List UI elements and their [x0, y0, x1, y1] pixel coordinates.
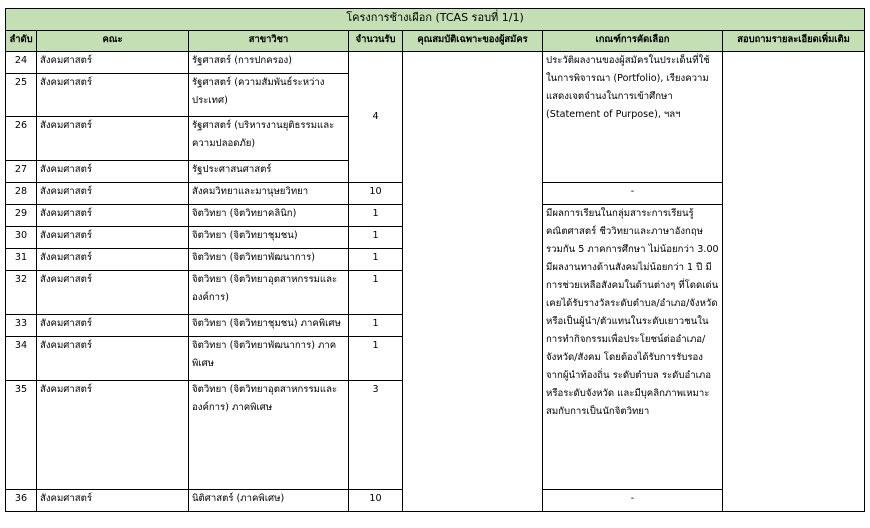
row-seats: 1: [349, 271, 403, 315]
selection-table: [5, 8, 865, 512]
group-seats: 4: [349, 52, 403, 183]
row-seats: 10: [349, 183, 403, 205]
header-qualification: คุณสมบัติเฉพาะของผู้สมัคร: [403, 31, 543, 52]
qualification-cell: [403, 52, 543, 512]
row-major: จิตวิทยา (จิตวิทยาอุตสาหกรรมและองค์การ) ภาคพิเศษ: [189, 381, 349, 490]
row-no: 36: [6, 490, 37, 512]
row-seats: 1: [349, 337, 403, 381]
header-faculty: คณะ: [37, 31, 189, 52]
row-faculty: สังคมศาสตร์: [37, 161, 189, 183]
row-no: 26: [6, 117, 37, 161]
row-no: 25: [6, 74, 37, 117]
header-criteria: เกณฑ์การคัดเลือก: [543, 31, 723, 52]
row-major: จิตวิทยา (จิตวิทยาอุตสาหกรรมและองค์การ): [189, 271, 349, 315]
row-seats: 10: [349, 490, 403, 512]
criteria-portfolio: ประวัติผลงานของผู้สมัครในประเด็นที่ใช้ในการพิจารณา (Portfolio), เรียงความแสดงเจตจำนงในการเข้าศึกษา (Statement of Purpose), ฯลฯ: [543, 52, 723, 183]
criteria-dash: -: [543, 183, 723, 205]
row-major: จิตวิทยา (จิตวิทยาพัฒนาการ) ภาคพิเศษ: [189, 337, 349, 381]
row-no: 28: [6, 183, 37, 205]
row-faculty: สังคมศาสตร์: [37, 117, 189, 161]
row-faculty: สังคมศาสตร์: [37, 249, 189, 271]
row-no: 35: [6, 381, 37, 490]
row-faculty: สังคมศาสตร์: [37, 337, 189, 381]
row-major: นิติศาสตร์ (ภาคพิเศษ): [189, 490, 349, 512]
row-no: 34: [6, 337, 37, 381]
table-row: [6, 52, 865, 74]
info-cell: [723, 52, 865, 512]
criteria-psychology: มีผลการเรียนในกลุ่มสาระการเรียนรู้คณิตศาสตร์ ชีววิทยาและภาษาอังกฤษ รวมกัน 5 ภาคการศึกษา ไม่น้อยกว่า 3.00 มีผลงานทางด้านสังคมไม่น้อยกว่า 1 ปี มีการช่วยเหลือสังคมในด้านต่างๆ ที่โดดเด่น เคยได้รับรางวัลระดับตำบล/อำเภอ/จังหวัด หรือเป็นผู้นำ/ตัวแทนในระดับเยาวชนในการทำกิจกรรมเพื่อประโยชน์ต่ออำเภอ/จังหวัด/สังคม โดยต้องได้รับการรับรองจากผู้นำท้องถิ่น ระดับตำบล ระดับอำเภอ หรือระดับจังหวัด และมีบุคลิกภาพเหมาะสมกับการเป็นนักจิตวิทยา: [543, 205, 723, 490]
row-faculty: สังคมศาสตร์: [37, 205, 189, 227]
header-info: สอบถามรายละเอียดเพิ่มเติม: [723, 31, 865, 52]
row-faculty: สังคมศาสตร์: [37, 315, 189, 337]
header-row: [6, 31, 865, 52]
row-major: จิตวิทยา (จิตวิทยาชุมชน): [189, 227, 349, 249]
row-no: 27: [6, 161, 37, 183]
row-no: 24: [6, 52, 37, 74]
row-seats: 1: [349, 205, 403, 227]
row-seats: 1: [349, 227, 403, 249]
row-faculty: สังคมศาสตร์: [37, 381, 189, 490]
row-no: 33: [6, 315, 37, 337]
row-no: 30: [6, 227, 37, 249]
row-faculty: สังคมศาสตร์: [37, 227, 189, 249]
row-faculty: สังคมศาสตร์: [37, 271, 189, 315]
row-seats: 1: [349, 315, 403, 337]
row-faculty: สังคมศาสตร์: [37, 52, 189, 74]
criteria-dash: -: [543, 490, 723, 512]
header-no: ลำดับ: [6, 31, 37, 52]
row-major: จิตวิทยา (จิตวิทยาชุมชน) ภาคพิเศษ: [189, 315, 349, 337]
row-seats: 1: [349, 249, 403, 271]
row-major: สังคมวิทยาและมานุษยวิทยา: [189, 183, 349, 205]
row-major: จิตวิทยา (จิตวิทยาพัฒนาการ): [189, 249, 349, 271]
title-row: [6, 9, 865, 31]
header-major: สาขาวิชา: [189, 31, 349, 52]
row-no: 31: [6, 249, 37, 271]
table-title: โครงการช้างเผือก (TCAS รอบที่ 1/1): [6, 9, 865, 31]
row-no: 29: [6, 205, 37, 227]
row-major: รัฐศาสตร์ (ความสัมพันธ์ระหว่างประเทศ): [189, 74, 349, 117]
row-major: รัฐศาสตร์ (บริหารงานยุติธรรมและความปลอดภัย): [189, 117, 349, 161]
row-seats: 3: [349, 381, 403, 490]
row-major: รัฐศาสตร์ (การปกครอง): [189, 52, 349, 74]
row-faculty: สังคมศาสตร์: [37, 490, 189, 512]
row-no: 32: [6, 271, 37, 315]
row-major: รัฐประศาสนศาสตร์: [189, 161, 349, 183]
header-seats: จำนวนรับ: [349, 31, 403, 52]
row-faculty: สังคมศาสตร์: [37, 74, 189, 117]
row-major: จิตวิทยา (จิตวิทยาคลินิก): [189, 205, 349, 227]
row-faculty: สังคมศาสตร์: [37, 183, 189, 205]
